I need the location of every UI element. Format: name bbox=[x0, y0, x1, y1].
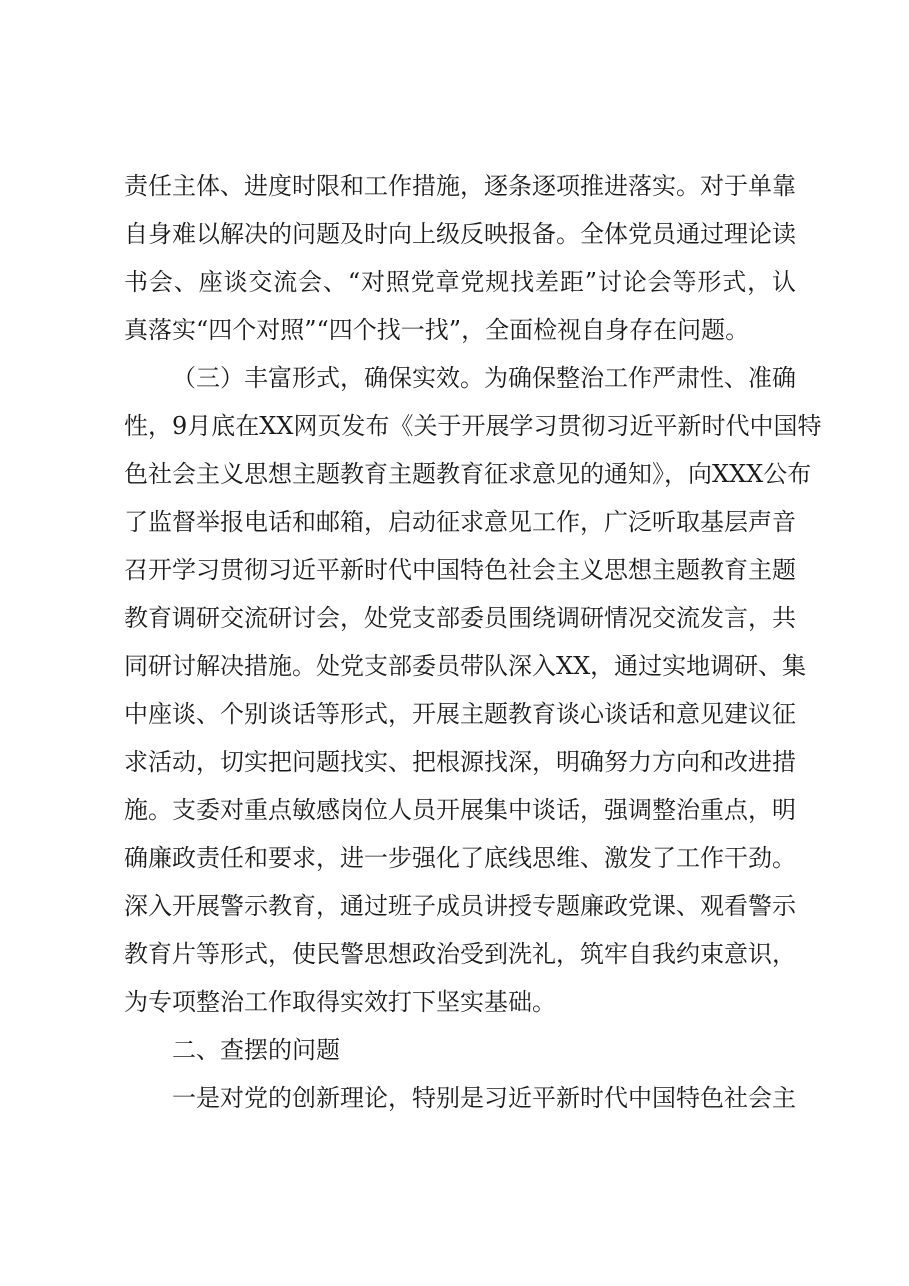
text-line: 了监督举报电话和邮箱，启动征求意见工作，广泛听取基层声音 bbox=[124, 508, 796, 536]
text-line: 真落实“四个对照”“四个找一找”，全面检视自身存在问题。 bbox=[124, 316, 750, 344]
text-line: 自身难以解决的问题及时向上级反映报备。全体党员通过理论读 bbox=[124, 220, 796, 248]
text-line: 书会、座谈交流会、“对照党章党规找差距”讨论会等形式，认 bbox=[124, 268, 796, 296]
section-heading: 二、查摆的问题 bbox=[172, 1036, 340, 1064]
text-line: 一是对党的创新理论，特别是习近平新时代中国特色社会主 bbox=[172, 1084, 796, 1112]
text-line: 责任主体、进度时限和工作措施，逐条逐项推进落实。对于单靠 bbox=[124, 172, 796, 200]
text-line: 为专项整治工作取得实效打下坚实基础。 bbox=[124, 988, 556, 1016]
text-line: 施。支委对重点敏感岗位人员开展集中谈话，强调整治重点，明 bbox=[124, 796, 796, 824]
text-line: 同研讨解决措施。处党支部委员带队深入XX，通过实地调研、集 bbox=[124, 652, 807, 680]
text-line: 色社会主义思想主题教育主题教育征求意见的通知》，向XXX公布 bbox=[124, 460, 812, 488]
text-line: 深入开展警示教育，通过班子成员讲授专题廉政党课、观看警示 bbox=[124, 892, 796, 920]
text-line: 教育片等形式，使民警思想政治受到洗礼，筑牢自我约束意识， bbox=[124, 940, 796, 968]
section-heading-line: （三）丰富形式，确保实效。为确保整治工作严肃性、准确 bbox=[172, 364, 796, 392]
text-line: 中座谈、个别谈话等形式，开展主题教育谈心谈话和意见建议征 bbox=[124, 700, 796, 728]
document-body bbox=[124, 162, 822, 1122]
text-line: 性，9月底在XX网页发布《关于开展学习贯彻习近平新时代中国特 bbox=[124, 412, 822, 440]
text-line: 召开学习贯彻习近平新时代中国特色社会主义思想主题教育主题 bbox=[124, 556, 796, 584]
text-line: 求活动，切实把问题找实、把根源找深，明确努力方向和改进措 bbox=[124, 748, 796, 776]
text-line: 教育调研交流研讨会，处党支部委员围绕调研情况交流发言，共 bbox=[124, 604, 796, 632]
text-line: 确廉政责任和要求，进一步强化了底线思维、激发了工作干劲。 bbox=[124, 844, 796, 872]
